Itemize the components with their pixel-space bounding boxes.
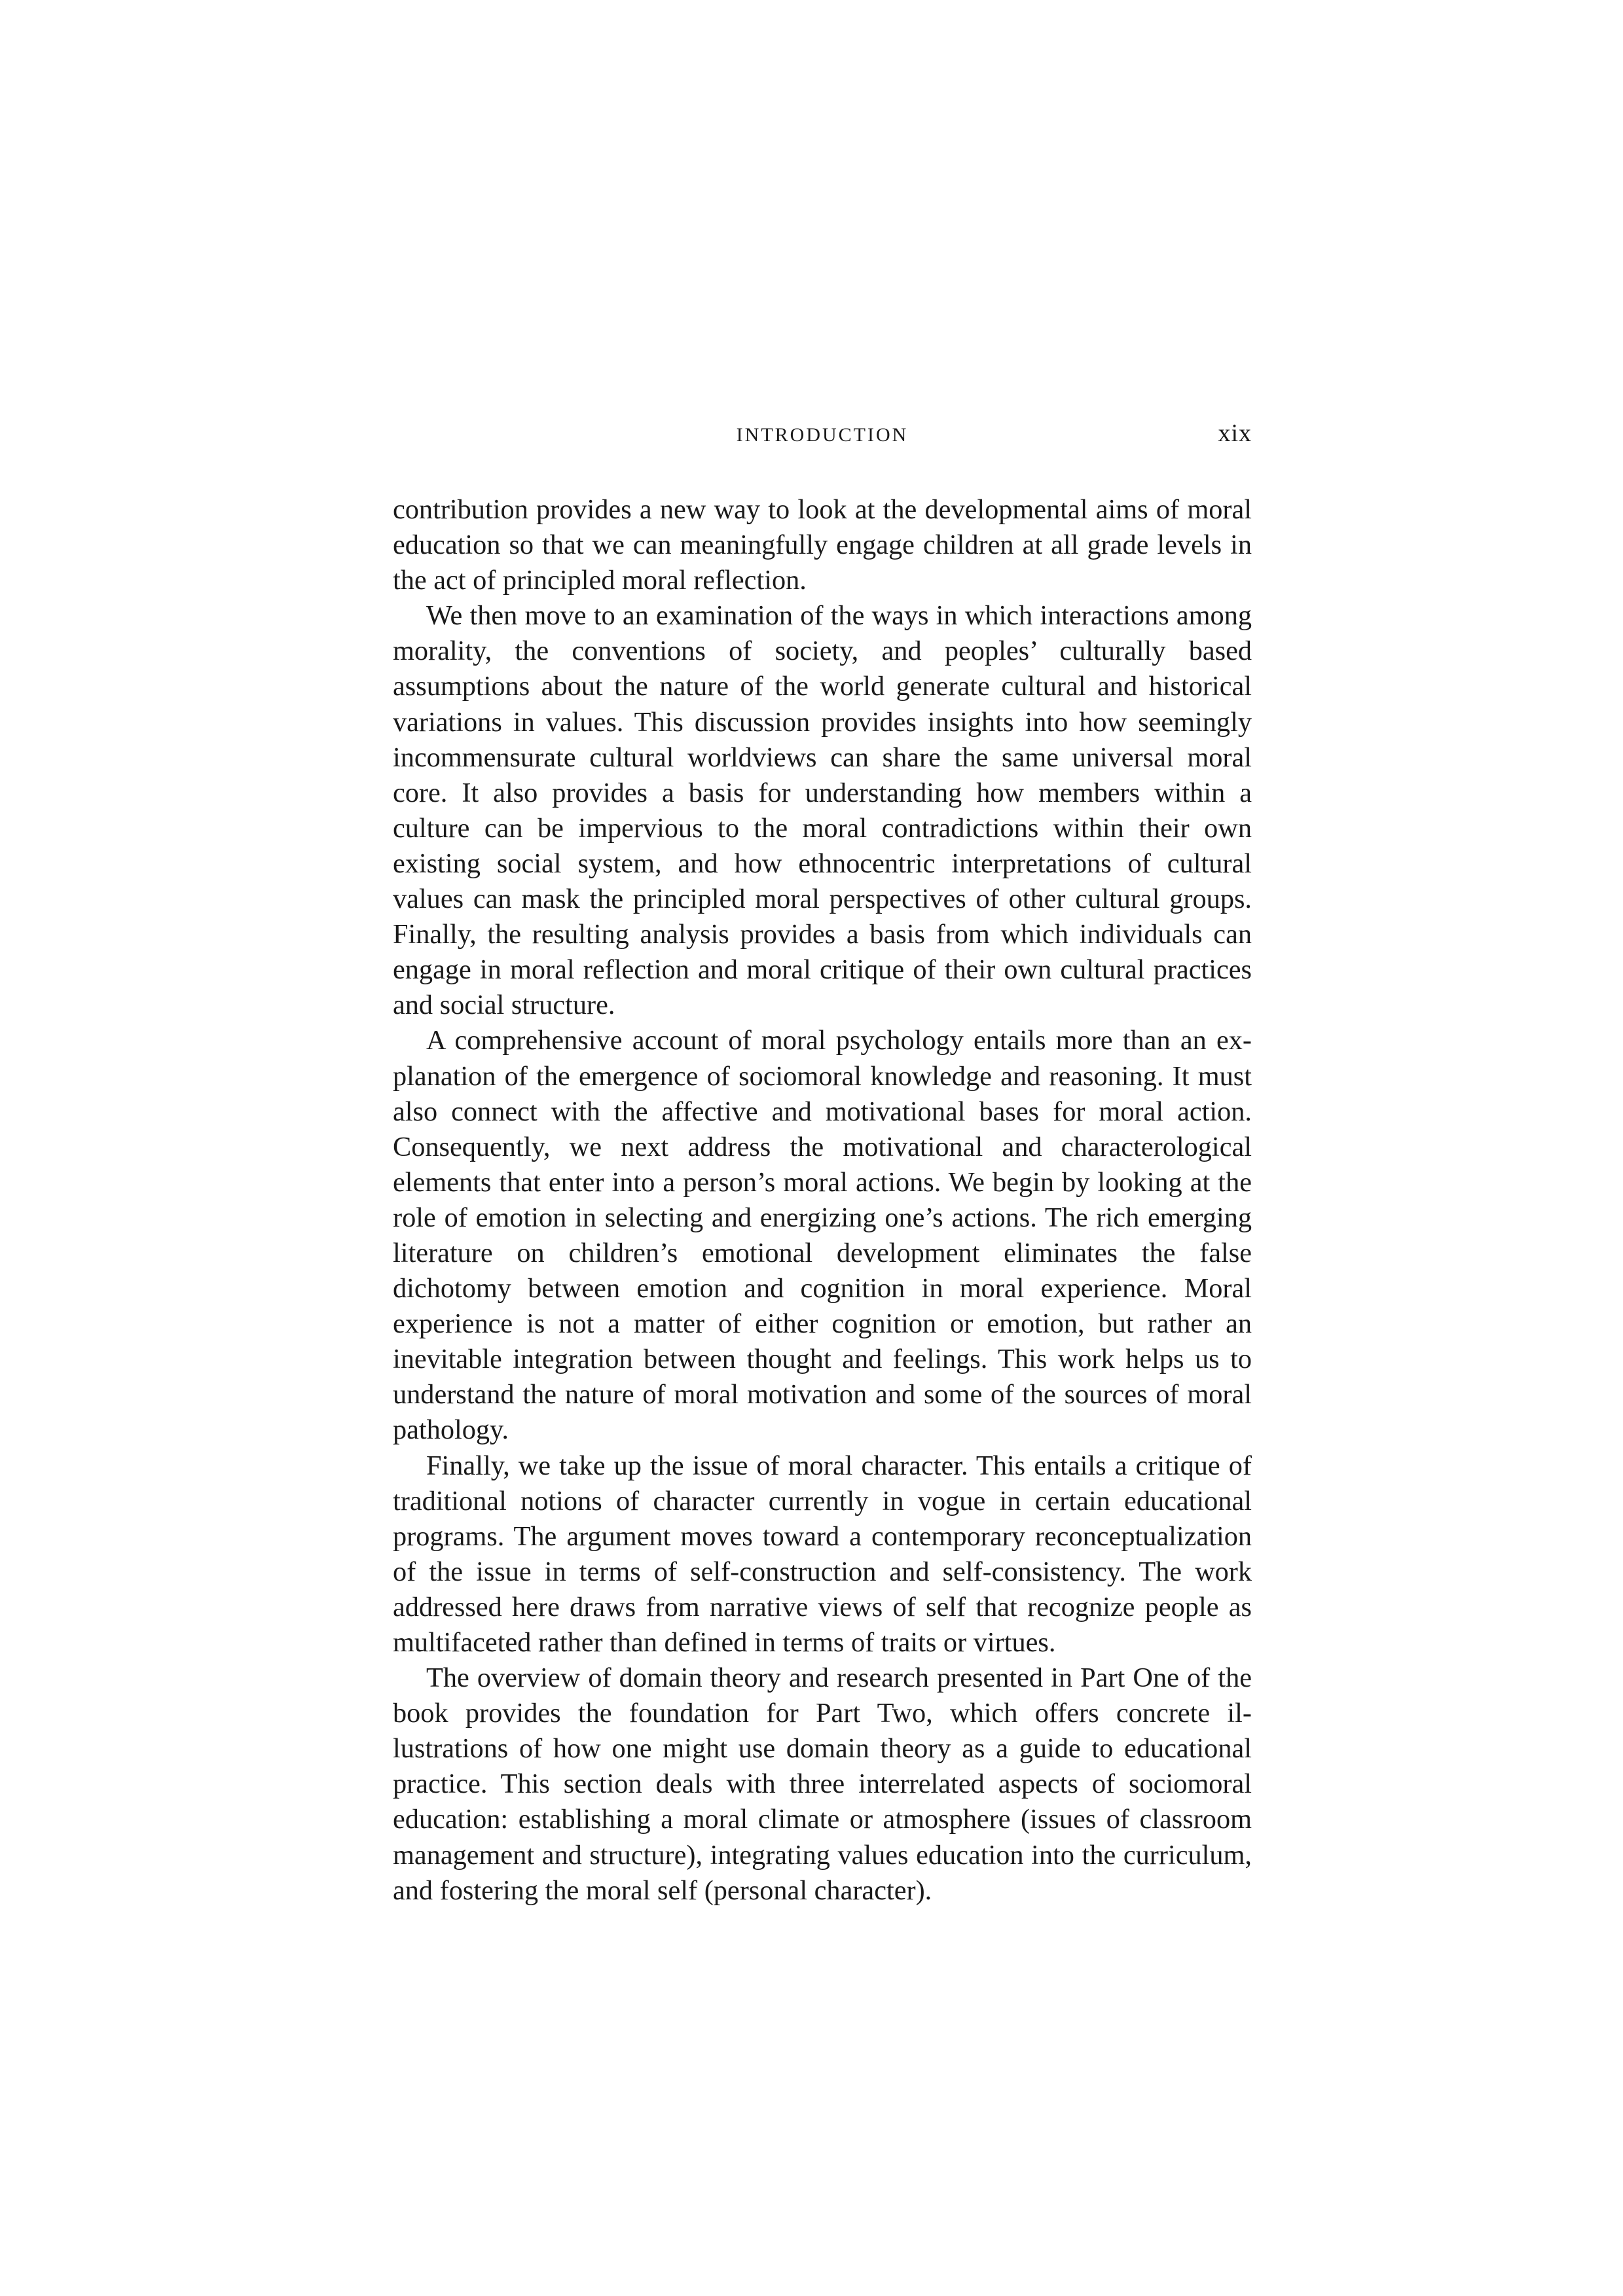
paragraph-part-two-overview: The overview of domain theory and research presented in Part One of the book provides the foundation for Part Two, which offers concrete illustrations of how one might use domain theory as a guide to educational practice. This section deals with three interrelated aspects of sociomoral education: establishing a moral climate or atmosphere (issues of classroom management and structure), integrating values education into the curriculum, and fostering the moral self (personal character). <box>393 1662 1252 1906</box>
paragraph-continuation: contribution provides a new way to look at the developmental aims of moral education so that we can meaningfully engage children at all grade levels in the act of principled moral reflection. <box>393 494 1252 596</box>
paragraph-moral-character: Finally, we take up the issue of moral character. This entails a critique of traditional notions of character currently in vogue in certain educational programs. The argument moves toward a contemporary reconceptualization of the issue in terms of self-construction and self-consistency. The work addressed here draws from narrative views of self that recognize people as multifaceted rather than defined in terms of traits or virtues. <box>393 1450 1252 1658</box>
paragraph-moral-psychology: A comprehensive account of moral psychology entails more than an explanation of the emergence of sociomoral knowledge and reasoning. It must also connect with the affective and motivational bases for moral action. Consequently, we next address the motivational and characterological elements that enter into a person’s moral actions. We begin by looking at the role of emotion in selecting and energizing one’s actions. The rich emerging literature on children’s emotional development eliminates the false dichotomy between emotion and cognition in moral experience. Moral experience is not a matter of either cognition or emotion, but rather an inevitable integration between thought and feelings. This work helps us to understand the nature of moral motivation and some of the sources of moral pathology. <box>393 1025 1252 1446</box>
running-title: INTRODUCTION <box>736 424 909 446</box>
page-number: xix <box>1218 420 1252 447</box>
running-head <box>393 419 1252 458</box>
body-text <box>393 492 1252 1909</box>
paragraph-cultural-variations: We then move to an examination of the ways in which interactions among morality, the conventions of society, and peoples’ culturally based assumptions about the nature of the world generate cultural and historical variations in values. This discussion provides insights into how seemingly incommensurate cultural worldviews can share the same universal moral core. It also provides a basis for understanding how members within a culture can be impervious to the moral contradictions within their own existing social system, and how ethnocentric interpretations of cultural values can mask the principled moral perspectives of other cultural groups. Finally, the resulting analysis provides a basis from which individuals can engage in moral reflection and moral critique of their own cultural practices and social structure. <box>393 600 1252 1021</box>
